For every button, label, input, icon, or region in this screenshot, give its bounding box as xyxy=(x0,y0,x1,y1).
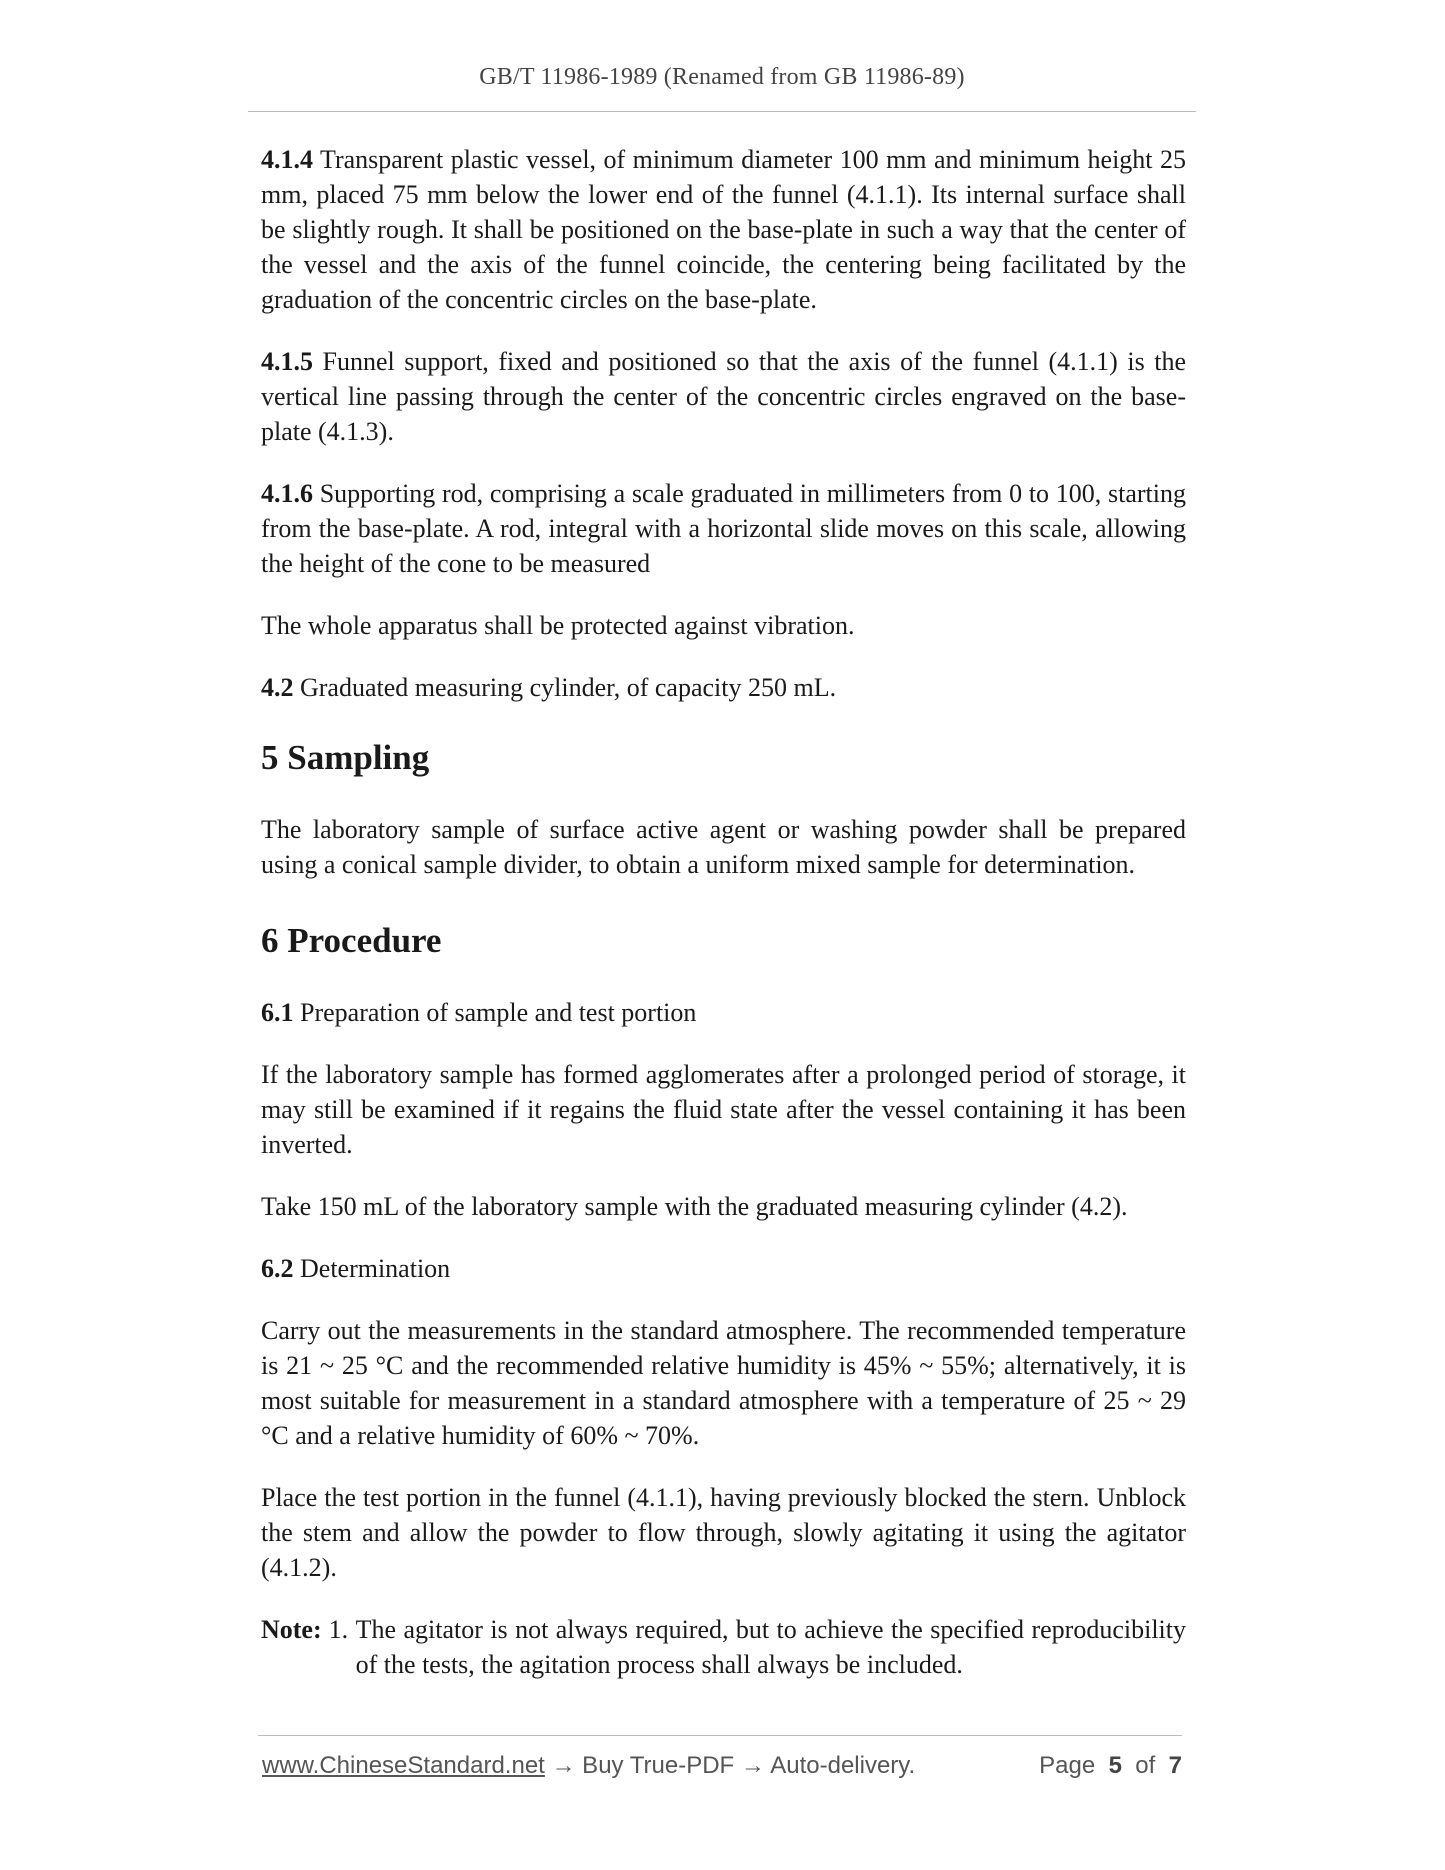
page-of-label: of xyxy=(1135,1752,1156,1779)
clause-number: 4.1.6 xyxy=(261,479,313,508)
page-current: 5 xyxy=(1108,1752,1122,1779)
clause-text: Preparation of sample and test portion xyxy=(293,998,697,1027)
website-link[interactable]: www.ChineseStandard.net xyxy=(262,1752,545,1779)
clause-number: 4.1.5 xyxy=(261,347,313,376)
section-heading-sampling: 5 Sampling xyxy=(261,738,430,777)
paragraph-atmosphere: Carry out the measurements in the standard atmosphere. The recommended temperature is 21 ~ 25 °C and the recommended relative humidity is 45% ~ 55%; alternatively, it is most suitable for measurement in a standard atmosphere with a temperature of 25 ~ 29 °C and a relative humidity of 60% ~ 70%. xyxy=(261,1316,1186,1450)
paragraph-sampling: The laboratory sample of surface active agent or washing powder shall be prepared using a conical sample divider, to obtain a uniform mixed sample for determination. xyxy=(261,815,1186,879)
footer-promo-text: → Buy True-PDF → Auto-delivery. xyxy=(544,1752,916,1779)
page-number xyxy=(1039,1752,1182,1780)
document-footer xyxy=(262,1752,1182,1780)
clause-number: 4.2 xyxy=(261,673,294,702)
document-header: GB/T 11986-1989 (Renamed from GB 11986-89) xyxy=(479,64,965,90)
clause-6-1 xyxy=(261,995,1186,1030)
clause-4-1-6 xyxy=(261,476,1186,581)
page-label: Page xyxy=(1039,1752,1096,1779)
clause-6-2 xyxy=(261,1251,1186,1286)
paragraph-agglomerates: If the laboratory sample has formed agglomerates after a prolonged period of storage, it may still be examined if it regains the fluid state after the vessel containing it has been inverted. xyxy=(261,1060,1186,1159)
note-number: 1. xyxy=(328,1615,349,1644)
clause-4-1-5 xyxy=(261,344,1186,449)
note-label: Note: xyxy=(261,1615,322,1644)
page-total: 7 xyxy=(1168,1752,1182,1779)
clause-number: 4.1.4 xyxy=(261,145,313,174)
clause-text: Transparent plastic vessel, of minimum diameter 100 mm and minimum height 25 mm, placed 75 mm below the lower end of the funnel (4.1.1). Its internal surface shall be slightly rough. It shall be positioned on the base-plate in such a way that the center of the vessel and the axis of the funnel coincide, the centering being facilitated by the graduation of the concentric circles on the base-plate. xyxy=(261,145,1186,314)
header-divider xyxy=(248,111,1196,112)
clause-number: 6.1 xyxy=(261,998,294,1027)
footer-divider xyxy=(258,1735,1182,1736)
clause-4-1-4 xyxy=(261,142,1186,317)
clause-4-2 xyxy=(261,670,1186,705)
note-text: The agitator is not always required, but to achieve the specified reproducibility of the tests, the agitation process shall always be included. xyxy=(355,1615,1186,1679)
document-body xyxy=(261,142,1186,1682)
paragraph-place-test-portion: Place the test portion in the funnel (4.1.1), having previously blocked the stern. Unblock the stem and allow the powder to flow through, slowly agitating it using the agitator (4.1.2). xyxy=(261,1483,1186,1582)
paragraph-vibration: The whole apparatus shall be protected against vibration. xyxy=(261,611,855,640)
note-block xyxy=(261,1612,1186,1682)
clause-number: 6.2 xyxy=(261,1254,294,1283)
clause-text: Graduated measuring cylinder, of capacity 250 mL. xyxy=(293,673,837,702)
clause-text: Supporting rod, comprising a scale graduated in millimeters from 0 to 100, starting from the base-plate. A rod, integral with a horizontal slide moves on this scale, allowing the height of the cone to be measured xyxy=(261,479,1186,578)
paragraph-take-sample: Take 150 mL of the laboratory sample with the graduated measuring cylinder (4.2). xyxy=(261,1192,1128,1221)
clause-text: Determination xyxy=(293,1254,451,1283)
footer-promo xyxy=(262,1752,915,1780)
section-heading-procedure: 6 Procedure xyxy=(261,921,442,960)
clause-text: Funnel support, fixed and positioned so that the axis of the funnel (4.1.1) is the vertical line passing through the center of the concentric circles engraved on the base-plate (4.1.3). xyxy=(261,347,1186,446)
